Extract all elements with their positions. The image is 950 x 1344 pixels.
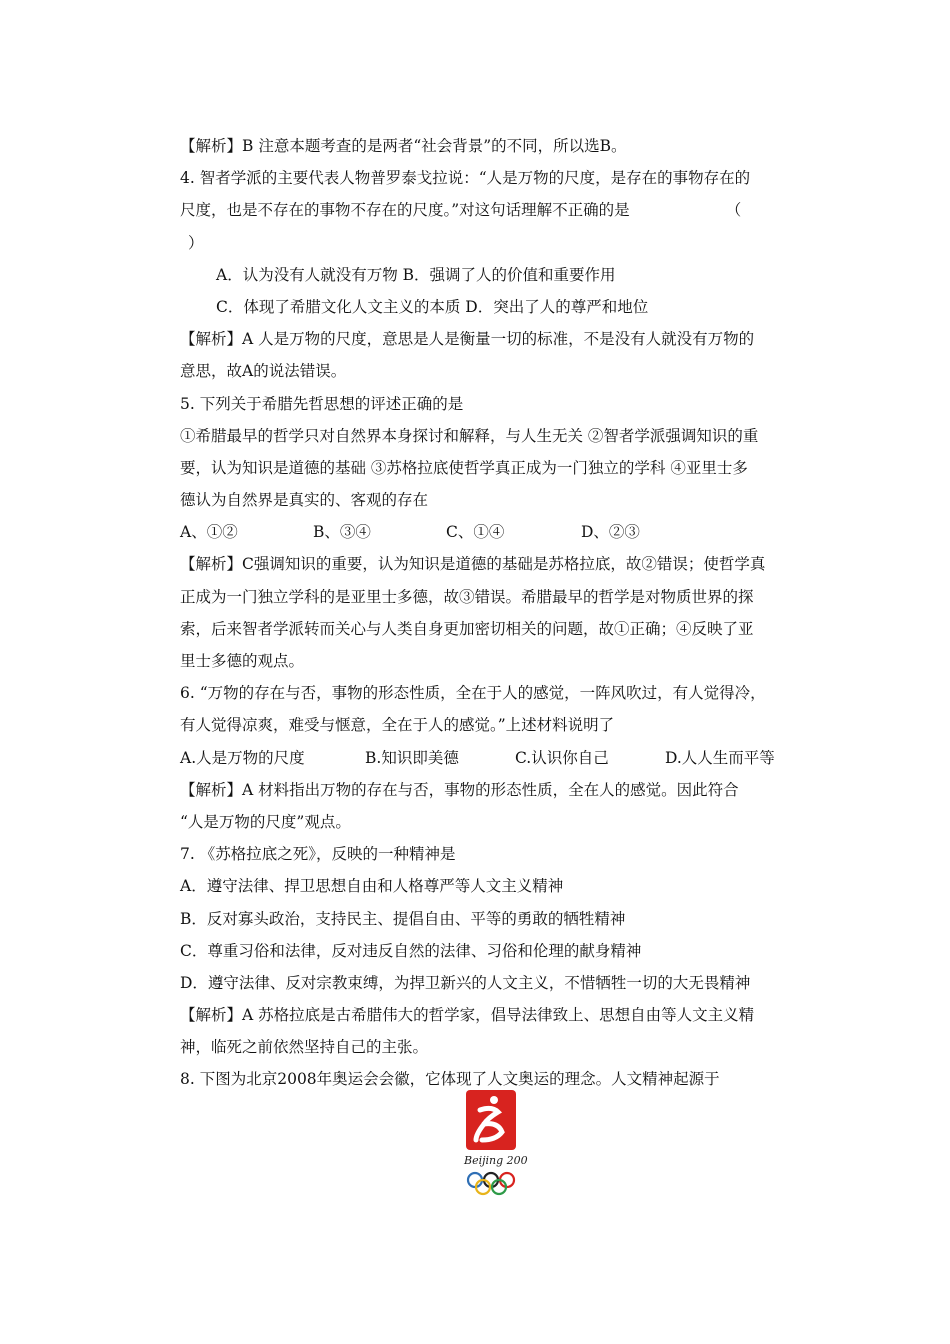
beijing-2008-emblem <box>458 1088 528 1206</box>
q6-option-d: D.人人生而平等 <box>665 748 775 767</box>
answer-paren-close: ） <box>188 233 204 252</box>
q4-stem-line1: 4. 智者学派的主要代表人物普罗泰戈拉说：“人是万物的尺度，是存在的事物存在的 <box>180 169 751 188</box>
q5-analysis-line4: 里士多德的观点。 <box>180 652 305 670</box>
q4-options-cd: C．体现了希腊文化人文主义的本质 D．突出了人的尊严和地位 <box>216 297 649 316</box>
q5-item-line2: 要，认为知识是道德的基础 ③苏格拉底使哲学真正成为一门独立的学科 ④亚里士多 <box>180 458 748 477</box>
olympic-rings-icon <box>468 1173 514 1194</box>
q5-option-d: D、②③ <box>581 523 640 542</box>
q6-analysis-line2: “人是万物的尺度”观点。 <box>180 812 351 831</box>
q5-analysis-line2: 正成为一门独立学科的是亚里士多德，故③错误。希腊最早的哲学是对物质世界的探 <box>180 587 754 606</box>
q6-analysis-line1: 【解析】A 材料指出万物的存在与否，事物的形态性质，全在人的感觉。因此符合 <box>180 780 739 799</box>
q6-option-c: C.认识你自己 <box>515 748 609 767</box>
q8-stem: 8. 下图为北京2008年奥运会会徽，它体现了人文奥运的理念。人文精神起源于 <box>180 1070 720 1089</box>
q7-stem: 7. 《苏格拉底之死》，反映的一种精神是 <box>180 845 456 864</box>
q5-option-a: A、①② <box>180 523 238 542</box>
q5-stem: 5. 下列关于希腊先哲思想的评述正确的是 <box>180 394 464 413</box>
q6-option-b: B.知识即美德 <box>365 748 459 767</box>
q4-stem-text: 尺度，也是不存在的事物不存在的尺度。”对这句话理解不正确的是 <box>180 201 630 220</box>
q6-options <box>180 742 820 774</box>
q5-option-c: C、①④ <box>446 523 505 542</box>
document-page <box>180 130 820 1096</box>
q7-analysis-line1: 【解析】A 苏格拉底是古希腊伟大的哲学家，倡导法律致上、思想自由等人文主义精 <box>180 1006 755 1025</box>
q3-analysis: 【解析】B 注意本题考查的是两者“社会背景”的不同，所以选B。 <box>180 137 627 155</box>
emblem-graphic <box>458 1088 528 1206</box>
q6-option-a: A.人是万物的尺度 <box>180 748 305 767</box>
answer-paren-open: （ <box>725 201 742 220</box>
q7-option-c: C．尊重习俗和法律，反对违反自然的法律、习俗和伦理的献身精神 <box>180 941 642 960</box>
q7-option-d: D．遵守法律、反对宗教束缚，为捍卫新兴的人文主义，不惜牺牲一切的大无畏精神 <box>180 973 751 992</box>
q7-analysis-line2: 神，临死之前依然坚持自己的主张。 <box>180 1038 429 1057</box>
q4-stem-line2 <box>180 194 820 226</box>
q5-item-line3: 德认为自然界是真实的、客观的存在 <box>180 491 429 510</box>
q6-stem-line1: 6. “万物的存在与否，事物的形态性质，全在于人的感觉，一阵风吹过，有人觉得冷， <box>180 684 766 703</box>
q7-option-a: A．遵守法律、捍卫思想自由和人格尊严等人文主义精神 <box>180 877 564 896</box>
q7-option-b: B．反对寡头政治，支持民主、提倡自由、平等的勇敢的牺牲精神 <box>180 909 626 928</box>
q4-options-ab: A．认为没有人就没有万物 B．强调了人的价值和重要作用 <box>216 265 616 284</box>
q5-options <box>180 516 820 548</box>
q4-analysis-line2: 意思，故A的说法错误。 <box>180 362 347 381</box>
q4-analysis-line1: 【解析】A 人是万物的尺度，意思是人是衡量一切的标准，不是没有人就没有万物的 <box>180 330 755 349</box>
emblem-caption: Beijing 2008 <box>464 1154 528 1167</box>
q5-analysis-line3: 索，后来智者学派转而关心与人类自身更加密切相关的问题，故①正确；④反映了亚 <box>180 619 754 638</box>
q5-item-line1: ①希腊最早的哲学只对自然界本身探讨和解释，与人生无关 ②智者学派强调知识的重 <box>180 426 759 445</box>
q6-stem-line2: 有人觉得凉爽，难受与惬意，全在于人的感觉。”上述材料说明了 <box>180 716 615 735</box>
q5-analysis-line1: 【解析】C强调知识的重要，认为知识是道德的基础是苏格拉底，故②错误；使哲学真 <box>180 555 766 574</box>
q5-option-b: B、③④ <box>313 523 371 542</box>
